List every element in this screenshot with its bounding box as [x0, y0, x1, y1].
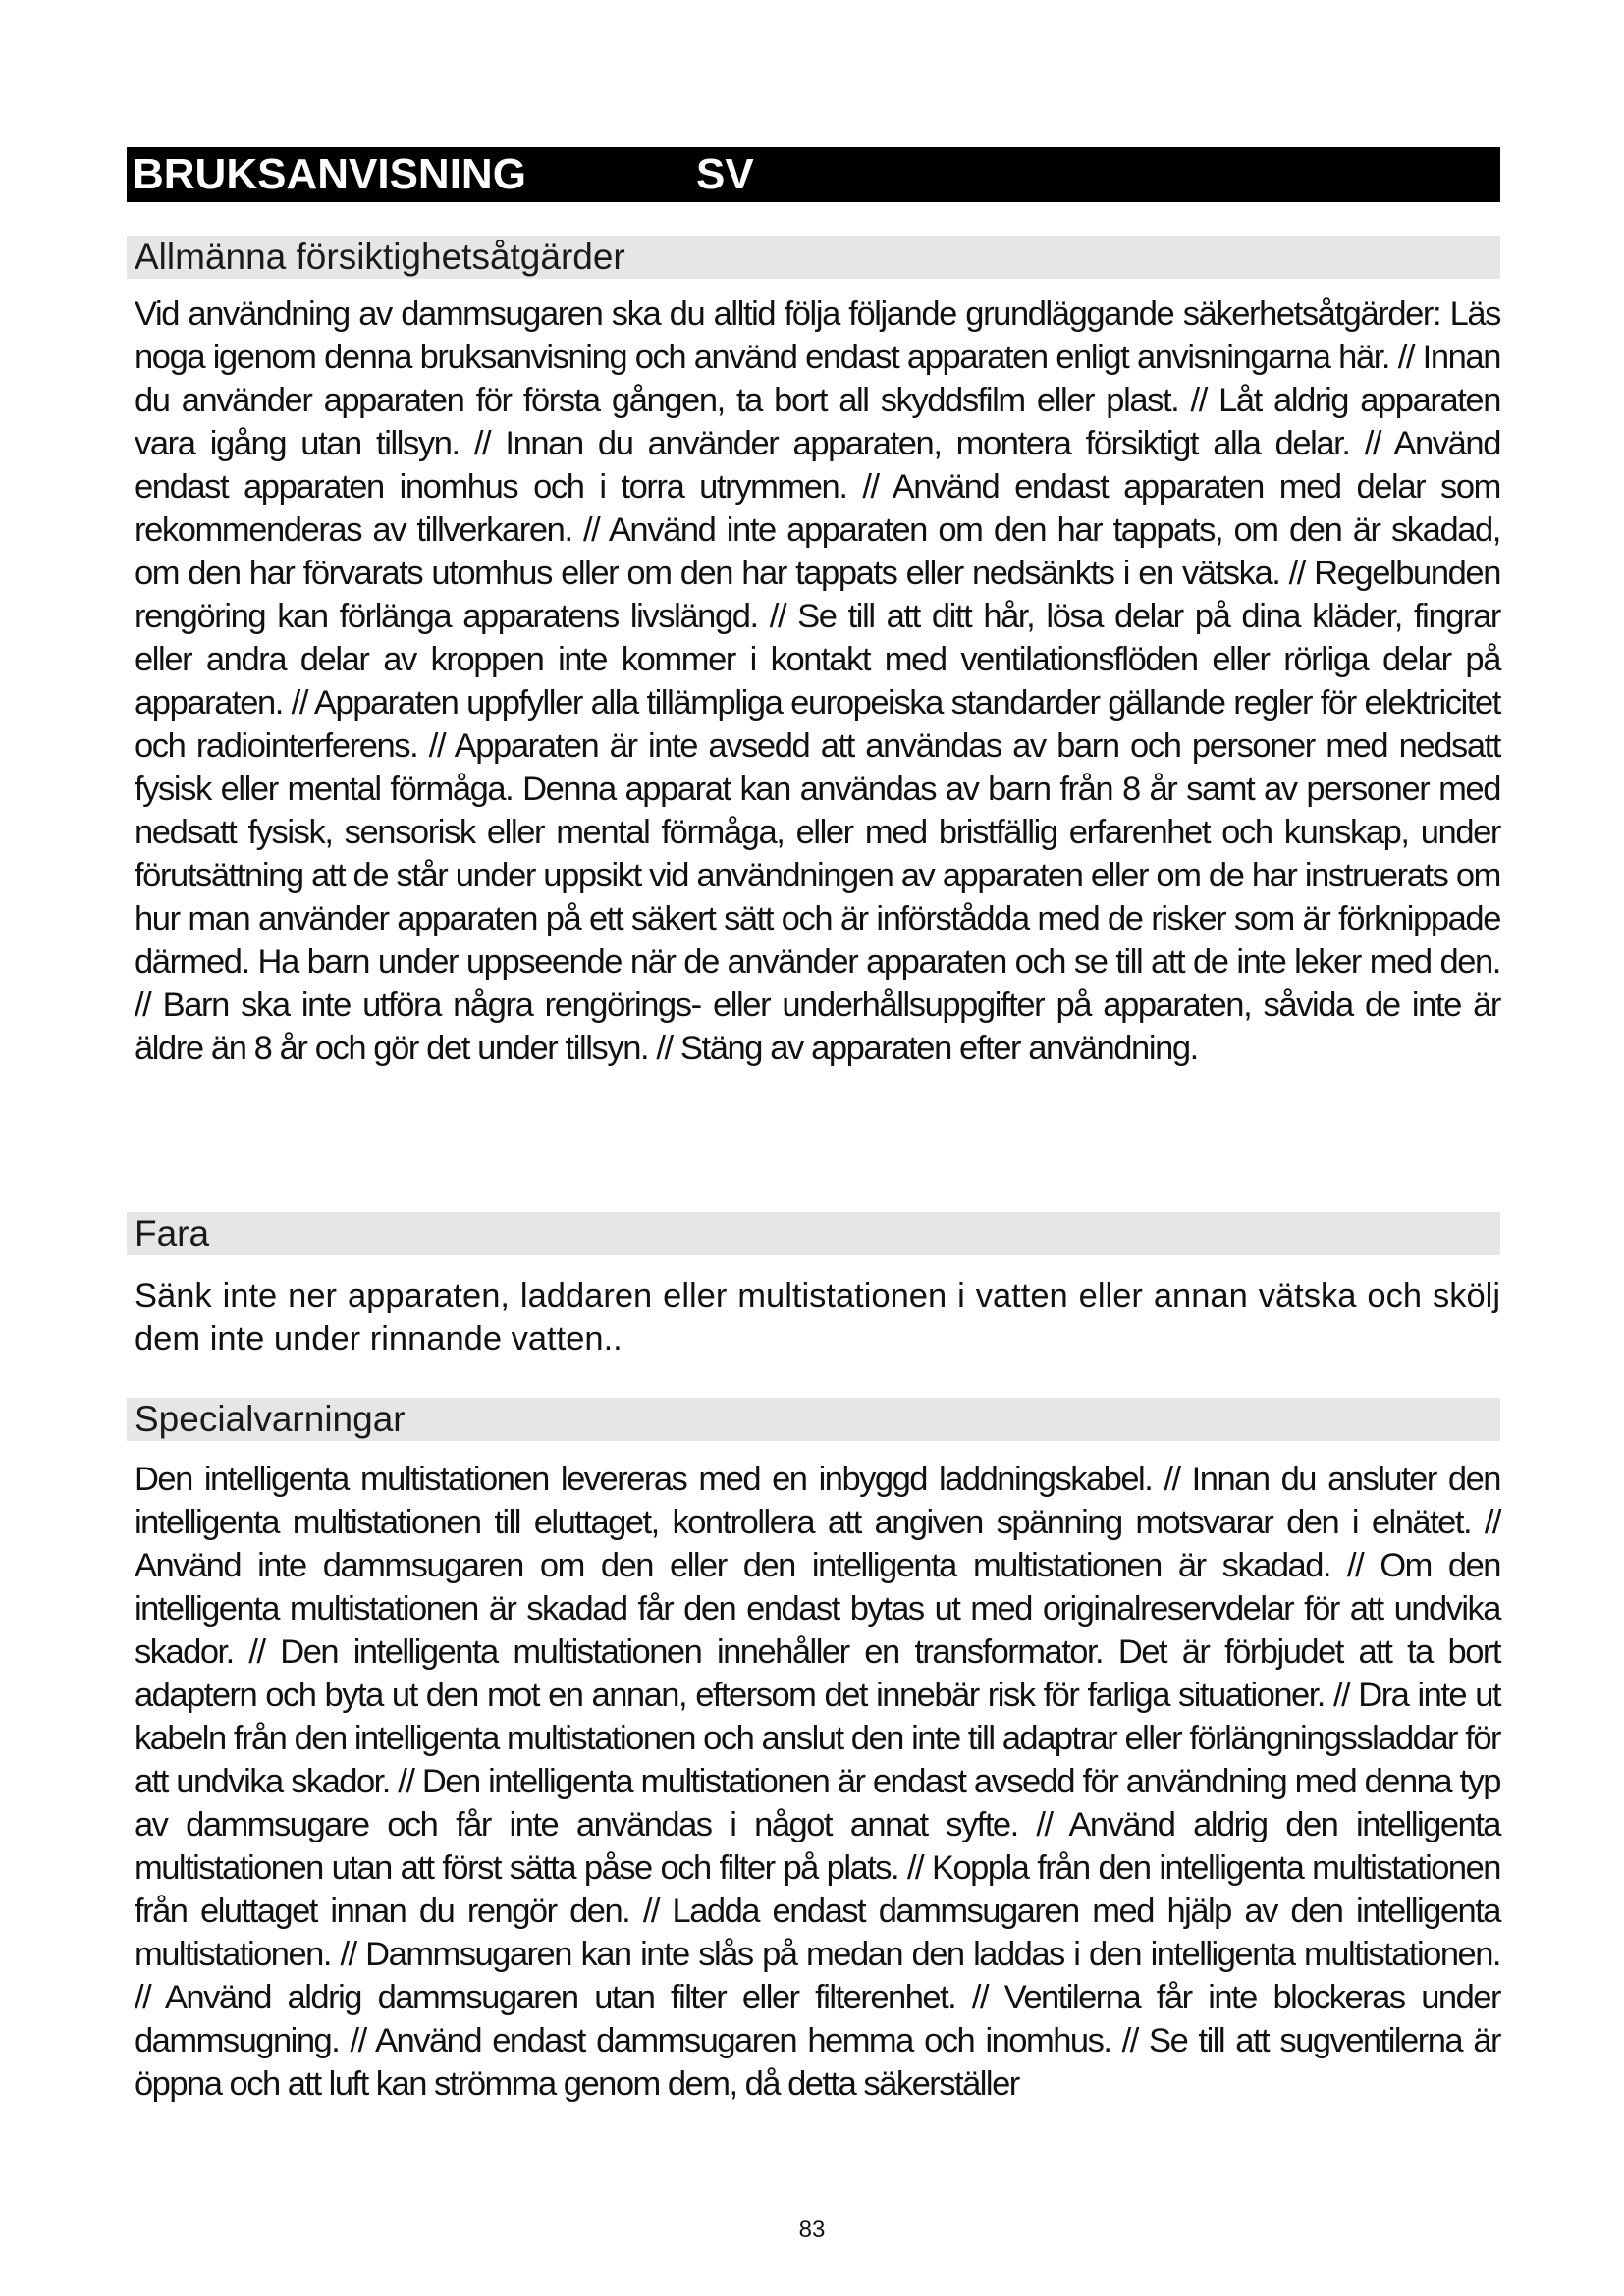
manual-title-bar	[127, 147, 1500, 202]
section-heading-danger: Fara	[127, 1212, 1500, 1255]
section-text-danger: Sänk inte ner apparaten, laddaren eller multistationen i vatten eller annan vätska och skölj dem inte under rinnande vatten..	[135, 1277, 1500, 1358]
page-number: 83	[798, 2216, 826, 2243]
manual-title: BRUKSANVISNING	[133, 150, 526, 198]
section-heading-general-precautions: Allmänna försiktighetsåtgärder	[127, 236, 1500, 279]
section-heading-special-warnings: Specialvarningar	[127, 1398, 1500, 1441]
language-code: SV	[696, 150, 754, 198]
section-text-general-precautions: Vid användning av dammsugaren ska du alltid följa följande grundläggande säkerhetsåtgärder: Läs noga igenom denna bruksanvisning och använd endast apparaten enligt anvisningarna här. // Innan du använder apparaten för första gången, ta bort all skyddsfilm eller plast. // Låt aldrig apparaten vara igång utan tillsyn. // Innan du använder apparaten, montera försiktigt alla delar. // Använd endast apparaten inomhus och i torra utrymmen. // Använd endast apparaten med delar som rekommenderas av tillverkaren. // Använd inte apparaten om den har tappats, om den är skadad, om den har förvarats utomhus eller om den har tappats eller nedsänkts i en vätska. // Regelbunden rengöring kan förlänga apparatens livslängd. // Se till att ditt hår, lösa delar på dina kläder, fingrar eller andra delar av kroppen inte kommer i kontakt med ventilationsflöden eller rörliga delar på apparaten. // Apparaten uppfyller alla tillämpliga europeiska standarder gällande regler för elektricitet och radiointerferens. // Apparaten är inte avsedd att användas av barn och personer med nedsatt fysisk eller mental förmåga. Denna apparat kan användas av barn från 8 år samt av personer med nedsatt fysisk, sensorisk eller mental förmåga, eller med bristfällig erfarenhet och kunskap, under förutsättning att de står under uppsikt vid användningen av apparaten eller om de har instruerats om hur man använder apparaten på ett säkert sätt och är införstådda med de risker som är förknippade därmed. Ha barn under uppseende när de använder apparaten och se till att de inte leker med den. // Barn ska inte utföra några rengörings- eller underhållsuppgifter på apparaten, såvida de inte är äldre än 8 år och gör det under tillsyn. // Stäng av apparaten efter användning.	[135, 295, 1500, 1067]
section-text-special-warnings: Den intelligenta multistationen levereras med en inbyggd laddningskabel. // Innan du ansluter den intelligenta multistationen till eluttaget, kontrollera att angiven spänning motsvarar den i elnätet. // Använd inte dammsugaren om den eller den intelligenta multistationen är skadad. // Om den intelligenta multistationen är skadad får den endast bytas ut med originalreservdelar för att undvika skador. // Den intelligenta multistationen innehåller en transformator. Det är förbjudet att ta bort adaptern och byta ut den mot en annan, eftersom det innebär risk för farliga situationer. // Dra inte ut kabeln från den intelligenta multistationen och anslut den inte till adaptrar eller förlängningssladdar för att undvika skador. // Den intelligenta multistationen är endast avsedd för användning med denna typ av dammsugare och får inte användas i något annat syfte. // Använd aldrig den intelligenta multistationen utan att först sätta påse och filter på plats. // Koppla från den intelligenta multistationen från eluttaget innan du rengör den. // Ladda endast dammsugaren med hjälp av den intelligenta multistationen. // Dammsugaren kan inte slås på medan den laddas i den intelligenta multistationen. // Använd aldrig dammsugaren utan filter eller filterenhet. // Ventilerna får inte blockeras under dammsugning. // Använd endast dammsugaren hemma och inomhus. // Se till att sugventilerna är öppna och att luft kan strömma genom dem, då detta säkerställer	[135, 1461, 1500, 2103]
